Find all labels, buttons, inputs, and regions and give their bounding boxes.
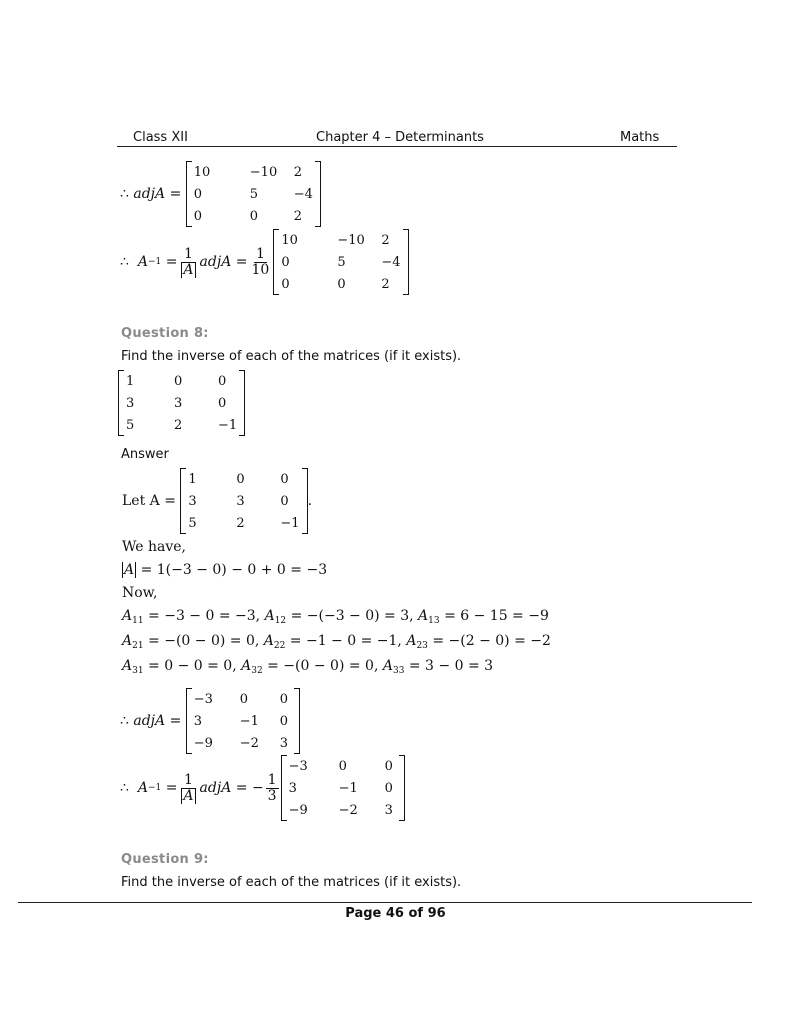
matrix-cell: −1 [239, 713, 259, 729]
matrix-cell: 2 [293, 208, 303, 224]
cofactor-subscript: 32 [251, 666, 263, 676]
cofactor-subscript: 12 [274, 616, 287, 626]
cofactor-row-2 [122, 633, 551, 651]
cofactor-symbol: A [241, 658, 252, 674]
cofactor-value: = 6 − 15 = −9 [439, 608, 549, 624]
matrix-cell: −10 [337, 232, 365, 248]
matrix-row [194, 205, 313, 227]
matrix-row [188, 512, 299, 534]
cofactor-value: = −(0 − 0) = 0, [143, 633, 264, 649]
question-9-heading: Question 9: [121, 852, 209, 867]
matrix-cell: 0 [280, 471, 289, 487]
matrix-row [194, 732, 292, 754]
matrix-cell: 0 [218, 395, 227, 411]
we-have-text: We have, [122, 539, 186, 555]
matrix-cell: −9 [193, 735, 213, 751]
matrix-cell: 10 [193, 164, 211, 180]
matrix-cell: 0 [338, 758, 347, 774]
header-class: Class XII [133, 130, 188, 145]
matrix-row [126, 392, 237, 414]
matrix-cell: −3 [193, 691, 213, 707]
matrix-row [194, 183, 313, 205]
matrix-cell: −10 [249, 164, 278, 180]
fraction-1-over-det-2: $\frac{1}{A}$ [183, 771, 194, 804]
matrix-cell: 3 [174, 395, 183, 411]
matrix-cell: 3 [384, 802, 393, 818]
cofactor-subscript: 13 [428, 616, 440, 626]
matrix-cell: −1 [280, 515, 300, 531]
cofactor-value: = −(0 − 0) = 0, [262, 658, 383, 674]
matrix-cell: 0 [193, 186, 203, 202]
matrix-cell: 3 [193, 713, 203, 729]
matrix-cell: −1 [218, 417, 238, 433]
matrix-row [281, 229, 400, 251]
adj-equation-2: ∴ adjA = −3 0 0 3 −1 0 −9 −2 3 [120, 688, 300, 754]
matrix-row [188, 468, 299, 490]
now-text: Now, [122, 585, 158, 601]
question-8-prompt: Find the inverse of each of the matrices (if it exists). [121, 349, 462, 364]
matrix-cell: 3 [288, 780, 297, 796]
header-chapter: Chapter 4 – Determinants [316, 130, 484, 145]
matrix-cell: 3 [188, 493, 197, 509]
matrix-row [289, 755, 397, 777]
matrix-cell: −9 [288, 802, 308, 818]
fraction-1-over-10: $\frac{1}{10}$ [251, 245, 270, 278]
cofactor-subscript: 22 [273, 641, 286, 651]
question-8-heading: Question 8: [121, 326, 209, 341]
matrix-cell: 0 [384, 758, 393, 774]
cofactor-symbol: A [264, 608, 275, 624]
determinant-line: A = 1(−3 − 0) − 0 + 0 = −3 [124, 562, 328, 578]
matrix-cell: −2 [239, 735, 259, 751]
adj-matrix-1-grid [194, 161, 313, 227]
cofactor-symbol: A [122, 608, 133, 624]
cofactor-value: = −1 − 0 = −1, [285, 633, 407, 649]
cofactor-subscript: 21 [132, 641, 144, 651]
inverse-matrix-1 [273, 229, 408, 295]
matrix-cell: 0 [249, 208, 259, 224]
matrix-row [281, 273, 400, 295]
matrix-cell: 2 [381, 276, 390, 292]
matrix-cell: 0 [174, 373, 183, 389]
cofactor-symbol: A [382, 658, 393, 674]
adj-matrix-2 [186, 688, 300, 754]
matrix-cell: 5 [188, 515, 197, 531]
matrix-cell: −1 [338, 780, 358, 796]
cofactor-value: = −3 − 0 = −3, [143, 608, 265, 624]
matrix-cell: 2 [293, 164, 303, 180]
inverse-equation-2: ∴ A −1 = $\frac{1}{A}$ adjA = − $\frac{1}{3}$ −3 0 0 3 −1 0 −9 −2 3 [120, 755, 405, 821]
matrix-cell: −4 [381, 254, 401, 270]
header-rule [117, 146, 677, 147]
let-matrix [180, 468, 307, 534]
footer-rule [18, 902, 752, 903]
matrix-cell: 0 [279, 691, 289, 707]
matrix-cell: 5 [337, 254, 346, 270]
fraction-1-over-det: $\frac{1}{A}$ [183, 245, 194, 278]
cofactor-value: = −(−3 − 0) = 3, [286, 608, 419, 624]
cofactor-subscript: 33 [392, 666, 405, 676]
inverse-matrix-2 [281, 755, 405, 821]
cofactor-symbol: A [263, 633, 274, 649]
cofactor-subscript: 11 [132, 616, 144, 626]
matrix-cell: 0 [236, 471, 245, 487]
inverse-equation-1: ∴ A −1 = $\frac{1}{A}$ adjA = $\frac{1}{10}$ 10 −10 2 0 5 −4 0 0 2 [120, 229, 409, 295]
matrix-cell: 0 [384, 780, 393, 796]
let-equation: Let A = 1 0 0 3 3 0 5 2 −1 . [122, 468, 312, 534]
question-9-prompt: Find the inverse of each of the matrices (if it exists). [121, 875, 462, 890]
cofactor-row-3 [122, 658, 493, 676]
page-number: Page 46 of 96 [345, 906, 446, 921]
inverse-matrix-2-grid [289, 755, 397, 821]
matrix-cell: 0 [279, 713, 289, 729]
cofactor-row-1 [122, 608, 549, 626]
matrix-cell: 0 [337, 276, 346, 292]
fraction-1-over-3: $\frac{1}{3}$ [267, 771, 277, 804]
matrix-row [194, 688, 292, 710]
matrix-cell: 1 [126, 373, 135, 389]
adj-matrix-1 [186, 161, 321, 227]
matrix-cell: 2 [174, 417, 183, 433]
matrix-cell: 0 [239, 691, 249, 707]
question-8-matrix-grid [126, 370, 237, 436]
matrix-cell: 0 [281, 276, 290, 292]
cofactor-symbol: A [122, 633, 133, 649]
matrix-cell: −4 [293, 186, 313, 202]
matrix-row [126, 414, 237, 436]
matrix-cell: −2 [338, 802, 358, 818]
matrix-cell: 2 [381, 232, 390, 248]
matrix-cell: 0 [218, 373, 227, 389]
matrix-cell: 10 [281, 232, 298, 248]
cofactor-subscript: 31 [132, 666, 144, 676]
matrix-row [194, 161, 313, 183]
cofactor-subscript: 23 [416, 641, 428, 651]
matrix-row [281, 251, 400, 273]
cofactor-symbol: A [418, 608, 429, 624]
matrix-cell: 3 [126, 395, 135, 411]
cofactor-symbol: A [406, 633, 417, 649]
matrix-cell: 0 [193, 208, 203, 224]
answer-label: Answer [121, 447, 169, 462]
cofactor-symbol: A [122, 658, 133, 674]
matrix-cell: 0 [280, 493, 289, 509]
inverse-matrix-1-grid [281, 229, 400, 295]
cofactor-value: = 3 − 0 = 3 [404, 658, 494, 674]
cofactor-value: = −(2 − 0) = −2 [427, 633, 551, 649]
matrix-row [289, 799, 397, 821]
matrix-cell: 5 [126, 417, 135, 433]
matrix-cell: 3 [236, 493, 245, 509]
matrix-row [194, 710, 292, 732]
cofactor-value: = 0 − 0 = 0, [143, 658, 242, 674]
matrix-row [126, 370, 237, 392]
matrix-cell: −3 [288, 758, 308, 774]
question-8-matrix [118, 370, 245, 436]
header-subject: Maths [620, 130, 660, 145]
matrix-cell: 5 [249, 186, 259, 202]
matrix-cell: 1 [188, 471, 197, 487]
matrix-row [188, 490, 299, 512]
matrix-cell: 3 [279, 735, 289, 751]
adj-matrix-2-grid [194, 688, 292, 754]
let-matrix-grid [188, 468, 299, 534]
matrix-cell: 2 [236, 515, 245, 531]
matrix-cell: 0 [281, 254, 290, 270]
adj-equation-1: ∴ adjA = 10 −10 2 0 5 −4 0 0 2 [120, 161, 321, 227]
matrix-row [289, 777, 397, 799]
